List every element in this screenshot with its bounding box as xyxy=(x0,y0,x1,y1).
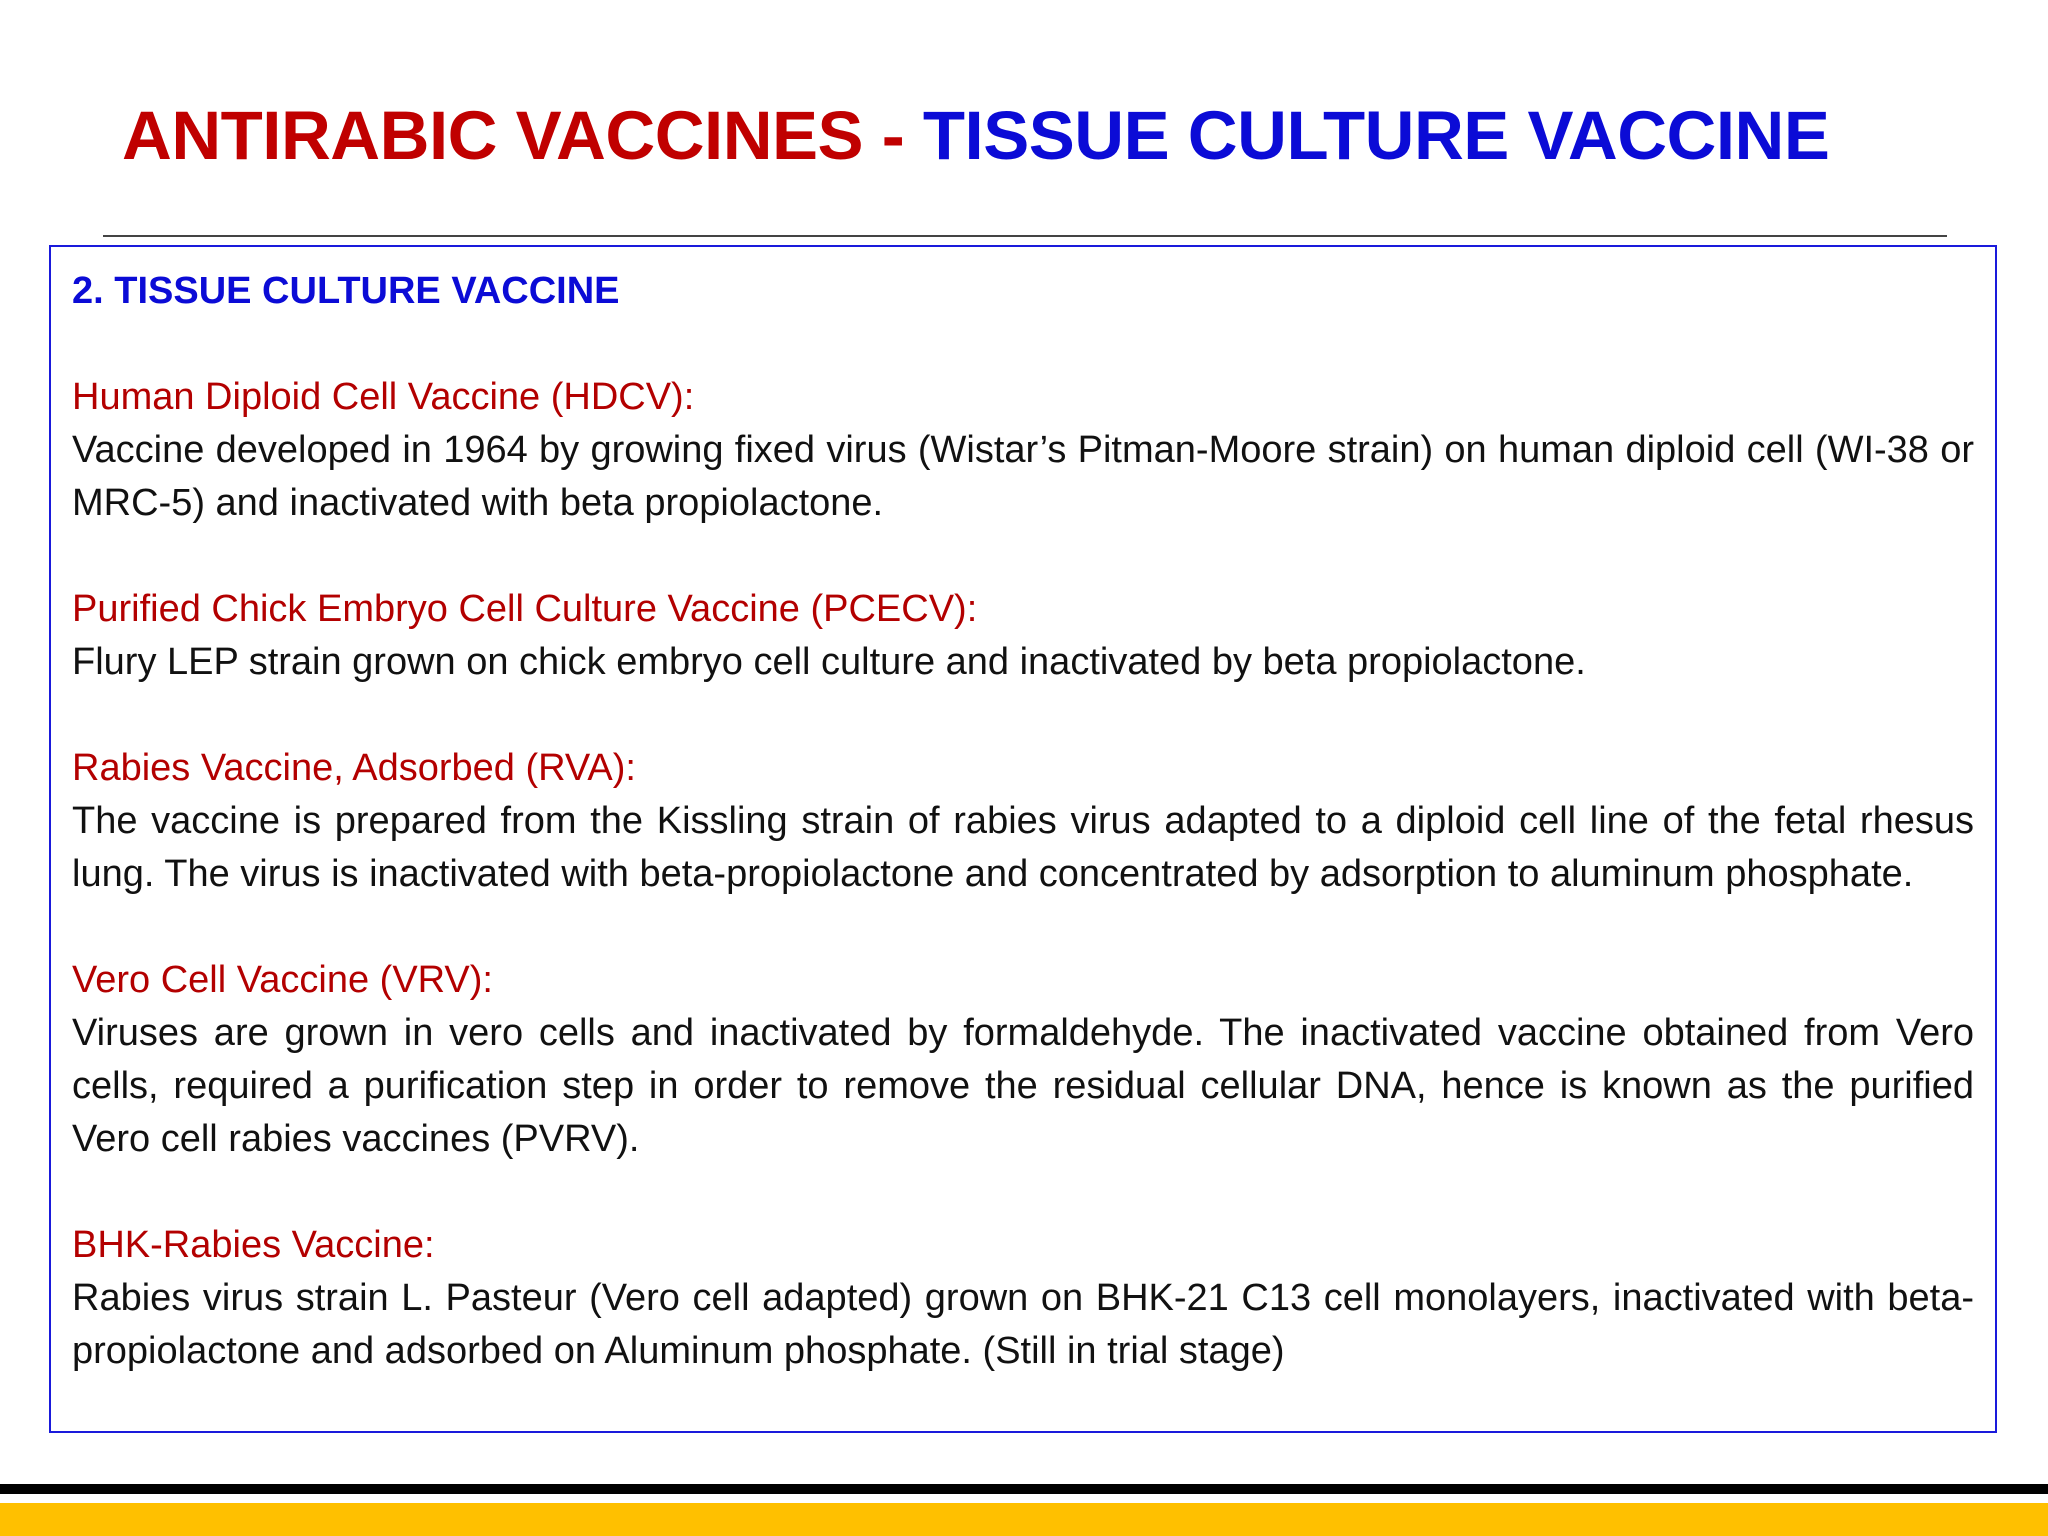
entry-body: Flury LEP strain grown on chick embryo cell culture and inactivated by beta propiolactone. xyxy=(72,641,1586,683)
footer-black-bar xyxy=(0,1484,2048,1494)
slide-title-separator: - xyxy=(863,97,923,174)
slide-title-main: ANTIRABIC VACCINES xyxy=(122,97,864,174)
entry-body: Viruses are grown in vero cells and inactivated by formaldehyde. The inactivated vaccine obtained from Vero cells, required a purification step in order to remove the residual cellular DNA, hence is known as the purified Vero cell rabies vaccines (PVRV). xyxy=(72,1012,1974,1160)
slide-title-sub: TISSUE CULTURE VACCINE xyxy=(922,97,1830,174)
spacer xyxy=(72,1166,1974,1219)
entry-body: Vaccine developed in 1964 by growing fixed virus (Wistar’s Pitman-Moore strain) on human diploid cell (WI-38 or MRC-5) and inactivated with beta propiolactone. xyxy=(72,429,1974,524)
entry-title: Vero Cell Vaccine (VRV): xyxy=(72,959,493,1001)
entry-title: Human Diploid Cell Vaccine (HDCV): xyxy=(72,376,695,418)
footer-yellow-bar xyxy=(0,1503,2048,1536)
title-divider xyxy=(103,235,1947,237)
entry-pcecv xyxy=(72,583,1974,689)
slide-title xyxy=(122,98,1829,174)
content-box xyxy=(49,245,1997,1433)
spacer xyxy=(72,318,1974,371)
section-heading: 2. TISSUE CULTURE VACCINE xyxy=(72,270,620,312)
entry-title: Purified Chick Embryo Cell Culture Vaccine (PCECV): xyxy=(72,588,978,630)
spacer xyxy=(72,689,1974,742)
entry-bhk xyxy=(72,1219,1974,1378)
entry-body: Rabies virus strain L. Pasteur (Vero cell adapted) grown on BHK-21 C13 cell monolayers, inactivated with beta-propiolactone and adsorbed on Aluminum phosphate. (Still in trial stage) xyxy=(72,1277,1974,1372)
entry-vrv xyxy=(72,954,1974,1166)
entry-body: The vaccine is prepared from the Kissling strain of rabies virus adapted to a diploid cell line of the fetal rhesus lung. The virus is inactivated with beta-propiolactone and concentrated by adsorption to aluminum phosphate. xyxy=(72,800,1974,895)
entry-hdcv xyxy=(72,371,1974,530)
entry-title: Rabies Vaccine, Adsorbed (RVA): xyxy=(72,747,636,789)
entry-rva xyxy=(72,742,1974,901)
spacer xyxy=(72,530,1974,583)
entry-title: BHK-Rabies Vaccine: xyxy=(72,1224,435,1266)
spacer xyxy=(72,901,1974,954)
